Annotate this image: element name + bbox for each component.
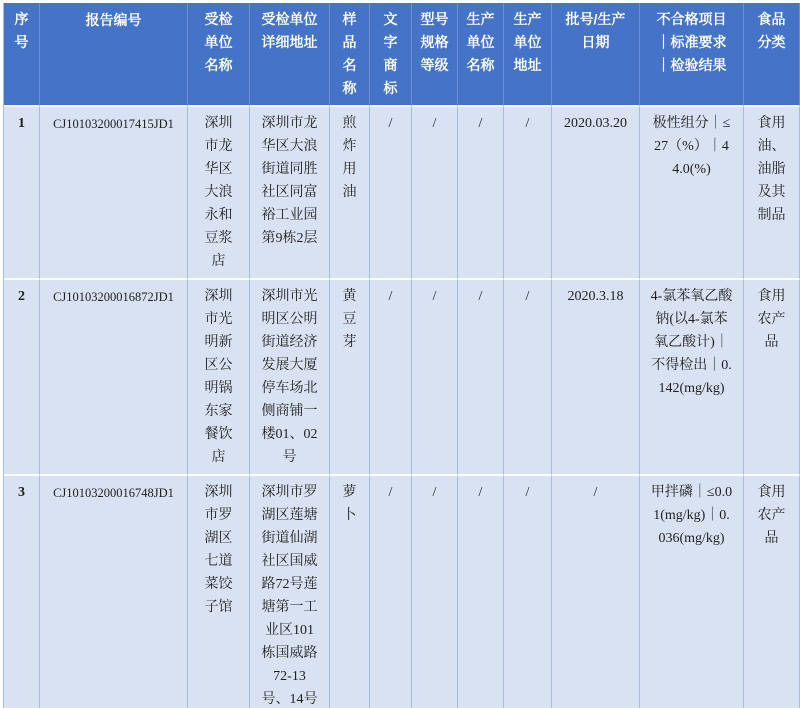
cell-report-no: CJ10103200016748JD1 <box>40 476 188 708</box>
column-header-producer-address: 生产单位地址 <box>504 3 552 107</box>
column-header-batch-production-date: 批号/生产日期 <box>552 3 640 107</box>
table-row <box>4 476 800 708</box>
cell-inspected-unit-address: 深圳市罗湖区莲塘街道仙湖社区国威路72号莲塘第一工业区101栋国威路72-13号、14号 <box>250 476 330 708</box>
cell-nonconforming-item-standard-result: 4-氯苯氧乙酸钠(以4-氯苯氧乙酸计)｜不得检出｜0.142(mg/kg) <box>640 280 744 476</box>
table-row <box>4 107 800 280</box>
cell-model-spec-grade: / <box>412 280 458 476</box>
cell-model-spec-grade: / <box>412 107 458 280</box>
cell-producer-address: / <box>504 280 552 476</box>
cell-model-spec-grade: / <box>412 476 458 708</box>
column-header-food-category: 食品分类 <box>744 3 800 107</box>
table-row <box>4 280 800 476</box>
cell-serial: 2 <box>4 280 40 476</box>
cell-producer-name: / <box>458 280 504 476</box>
cell-batch-production-date: / <box>552 476 640 708</box>
column-header-inspected-unit-name: 受检单位名称 <box>188 3 250 107</box>
cell-food-category: 食用油、油脂及其制品 <box>744 107 800 280</box>
cell-producer-name: / <box>458 107 504 280</box>
column-header-sample-name: 样品名称 <box>330 3 370 107</box>
cell-batch-production-date: 2020.03.20 <box>552 107 640 280</box>
column-header-report-no: 报告编号 <box>40 3 188 107</box>
cell-sample-name: 黄豆芽 <box>330 280 370 476</box>
column-header-producer-name: 生产单位名称 <box>458 3 504 107</box>
cell-inspected-unit-name: 深圳市罗湖区七道菜饺子馆 <box>188 476 250 708</box>
cell-text-trademark: / <box>370 280 412 476</box>
table-header <box>4 3 800 107</box>
column-header-model-spec-grade: 型号规格等级 <box>412 3 458 107</box>
cell-nonconforming-item-standard-result: 甲拌磷｜≤0.01(mg/kg)｜0.036(mg/kg) <box>640 476 744 708</box>
cell-producer-name: / <box>458 476 504 708</box>
cell-report-no: CJ10103200017415JD1 <box>40 107 188 280</box>
cell-serial: 3 <box>4 476 40 708</box>
column-header-inspected-unit-address: 受检单位详细地址 <box>250 3 330 107</box>
cell-food-category: 食用农产品 <box>744 476 800 708</box>
cell-producer-address: / <box>504 476 552 708</box>
cell-report-no: CJ10103200016872JD1 <box>40 280 188 476</box>
header-row <box>4 3 800 107</box>
cell-sample-name: 萝卜 <box>330 476 370 708</box>
column-header-serial: 序号 <box>4 3 40 107</box>
table-body <box>4 107 800 708</box>
cell-food-category: 食用农产品 <box>744 280 800 476</box>
column-header-nonconforming-item-standard-result: 不合格项目｜标准要求｜检验结果 <box>640 3 744 107</box>
cell-inspected-unit-address: 深圳市龙华区大浪街道同胜社区同富裕工业园第9栋2层 <box>250 107 330 280</box>
cell-inspected-unit-name: 深圳市龙华区大浪永和豆浆店 <box>188 107 250 280</box>
inspection-results-table <box>3 3 800 708</box>
cell-inspected-unit-address: 深圳市光明区公明街道经济发展大厦停车场北侧商铺一楼01、02号 <box>250 280 330 476</box>
cell-text-trademark: / <box>370 476 412 708</box>
cell-producer-address: / <box>504 107 552 280</box>
cell-serial: 1 <box>4 107 40 280</box>
cell-nonconforming-item-standard-result: 极性组分｜≤27（%）｜44.0(%) <box>640 107 744 280</box>
cell-sample-name: 煎炸用油 <box>330 107 370 280</box>
cell-text-trademark: / <box>370 107 412 280</box>
column-header-text-trademark: 文字商标 <box>370 3 412 107</box>
cell-inspected-unit-name: 深圳市光明新区公明锅东家餐饮店 <box>188 280 250 476</box>
cell-batch-production-date: 2020.3.18 <box>552 280 640 476</box>
